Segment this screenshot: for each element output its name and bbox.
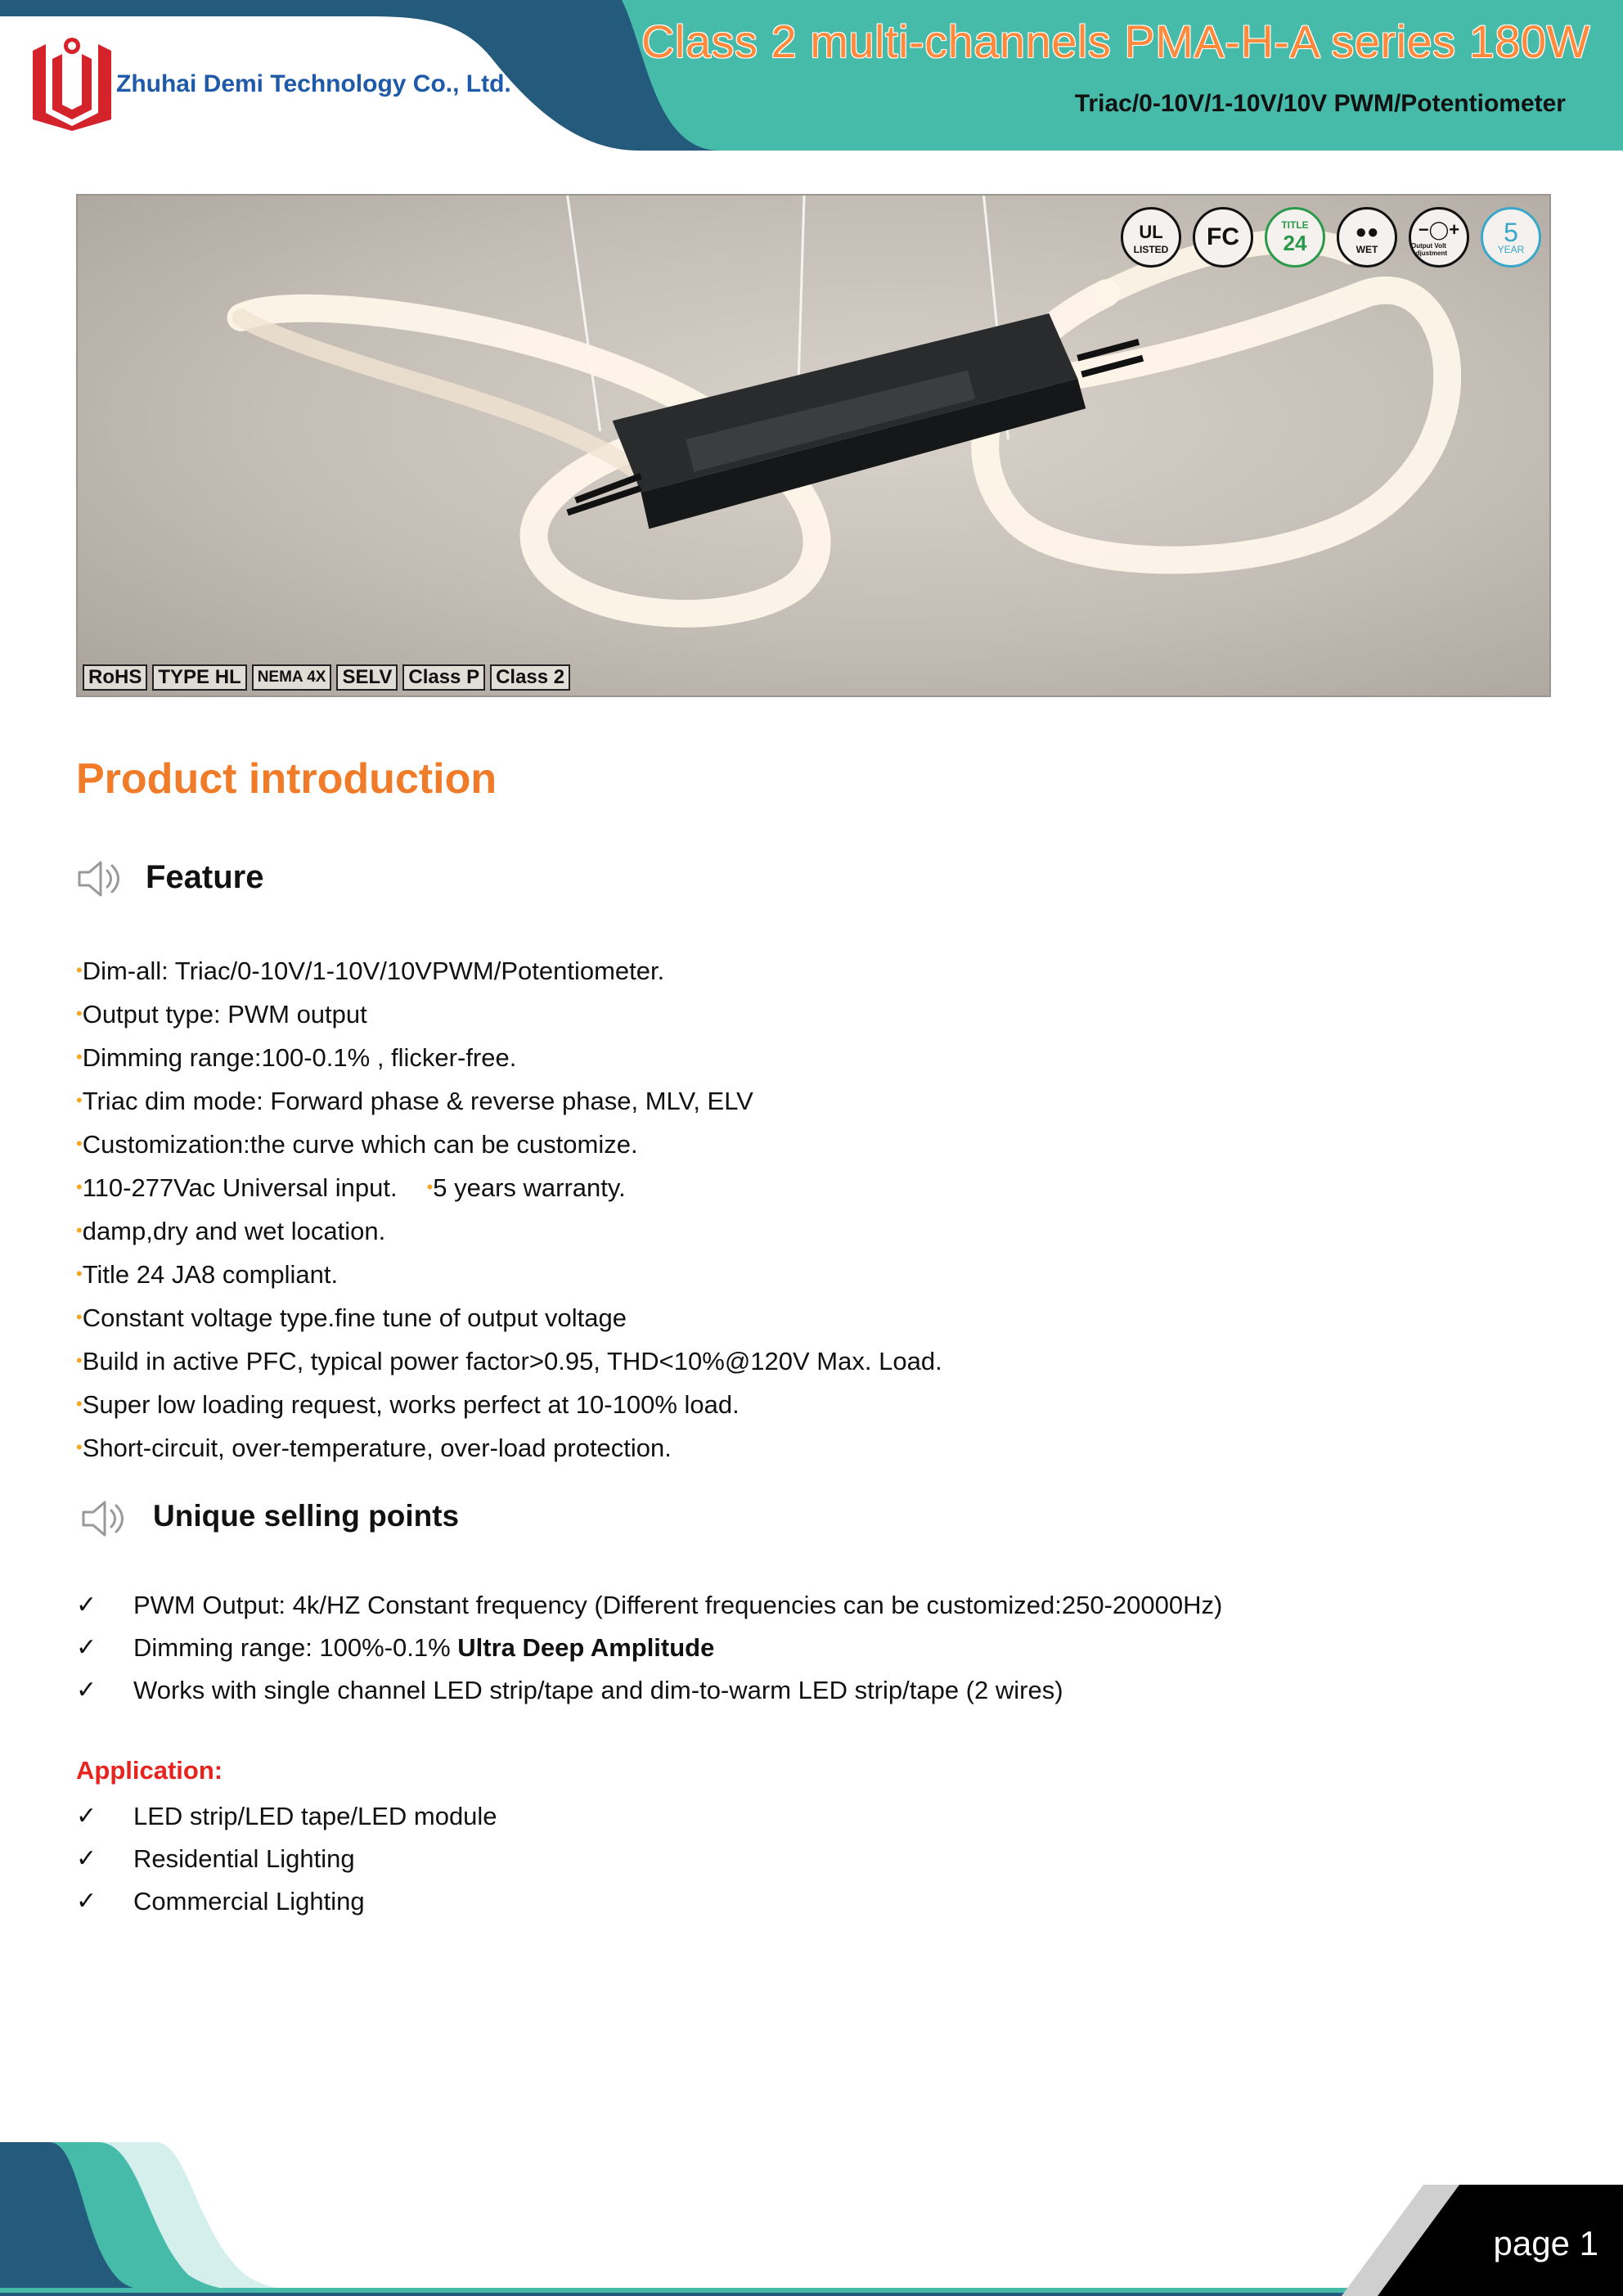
company-name: Zhuhai Demi Technology Co., Ltd.	[116, 70, 511, 97]
list-item: •Triac dim mode: Forward phase & reverse phase, MLV, ELV	[76, 1087, 753, 1115]
list-item: •Constant voltage type.fine tune of output voltage	[76, 1303, 627, 1332]
list-item: •Short-circuit, over-temperature, over-load protection.	[76, 1434, 672, 1462]
list-item: •Build in active PFC, typical power factor>0.95, THD<10%@120V Max. Load.	[76, 1347, 942, 1375]
fcc-icon: FC	[1193, 207, 1253, 268]
compliance-label: NEMA 4X	[252, 664, 332, 691]
title-24-icon: TITLE 24	[1265, 207, 1325, 268]
list-item: ✓ Commercial Lighting	[76, 1880, 497, 1923]
feature-list	[76, 949, 942, 1470]
compliance-label: TYPE HL	[152, 664, 246, 691]
checkmark-icon: ✓	[76, 1677, 97, 1704]
checkmark-icon: ✓	[76, 1803, 97, 1830]
checkmark-icon: ✓	[76, 1591, 97, 1618]
list-item: •Super low loading request, works perfect at 10-100% load.	[76, 1390, 740, 1419]
unique-selling-points-list	[76, 1584, 1222, 1712]
product-hero-image	[76, 194, 1551, 697]
compliance-label: Class 2	[490, 664, 570, 691]
application-heading: Application:	[76, 1756, 223, 1785]
compliance-label: RoHS	[83, 664, 147, 691]
list-item: •110-277Vac Universal input. •5 years warranty.	[76, 1173, 626, 1202]
footer-banner	[0, 2136, 1623, 2296]
list-item: •Title 24 JA8 compliant.	[76, 1260, 339, 1289]
ul-listed-icon: UL LISTED	[1121, 207, 1181, 268]
list-item: ✓ Residential Lighting	[76, 1838, 497, 1880]
speaker-icon	[76, 859, 124, 898]
application-list	[76, 1795, 497, 1923]
checkmark-icon: ✓	[76, 1888, 97, 1915]
list-item: ✓ Dimming range: 100%-0.1% Ultra Deep Amplitude	[76, 1627, 1222, 1669]
product-introduction-heading: Product introduction	[76, 755, 497, 803]
list-item: •Dim-all: Triac/0-10V/1-10V/10VPWM/Potentiometer.	[76, 957, 665, 985]
document-subtitle: Triac/0-10V/1-10V/10V PWM/Potentiometer	[1074, 90, 1566, 117]
compliance-labels	[83, 664, 570, 691]
list-item: •Output type: PWM output	[76, 1000, 367, 1029]
list-item: •damp,dry and wet location.	[76, 1217, 386, 1245]
5-year-warranty-icon: 5 YEAR	[1481, 207, 1541, 268]
page-number: page 1	[1493, 2224, 1598, 2262]
list-item: •Customization:the curve which can be customize.	[76, 1130, 638, 1159]
list-item: ✓ Works with single channel LED strip/tape and dim-to-warm LED strip/tape (2 wires)	[76, 1669, 1222, 1712]
checkmark-icon: ✓	[76, 1845, 97, 1872]
list-item: ✓ PWM Output: 4k/HZ Constant frequency (Different frequencies can be customized:250-20000Hz)	[76, 1584, 1222, 1627]
company-logo	[29, 34, 115, 131]
checkmark-icon: ✓	[76, 1634, 97, 1661]
speaker-icon	[80, 1499, 128, 1538]
led-ring-lamp-with-driver-illustration	[78, 196, 1549, 696]
compliance-label: SELV	[336, 664, 398, 691]
certification-icons	[1121, 207, 1541, 268]
compliance-label: Class P	[402, 664, 485, 691]
list-item: •Dimming range:100-0.1% , flicker-free.	[76, 1043, 517, 1072]
document-title: Class 2 multi-channels PMA-H-A series 180W	[641, 16, 1590, 67]
unique-selling-points-heading: Unique selling points	[153, 1499, 460, 1533]
list-item: ✓ LED strip/LED tape/LED module	[76, 1795, 497, 1838]
feature-heading: Feature	[146, 859, 264, 895]
output-volt-adjustment-icon: −◯+ Output Volt Adjustment	[1409, 207, 1469, 268]
wet-location-icon: ●● WET	[1337, 207, 1397, 268]
